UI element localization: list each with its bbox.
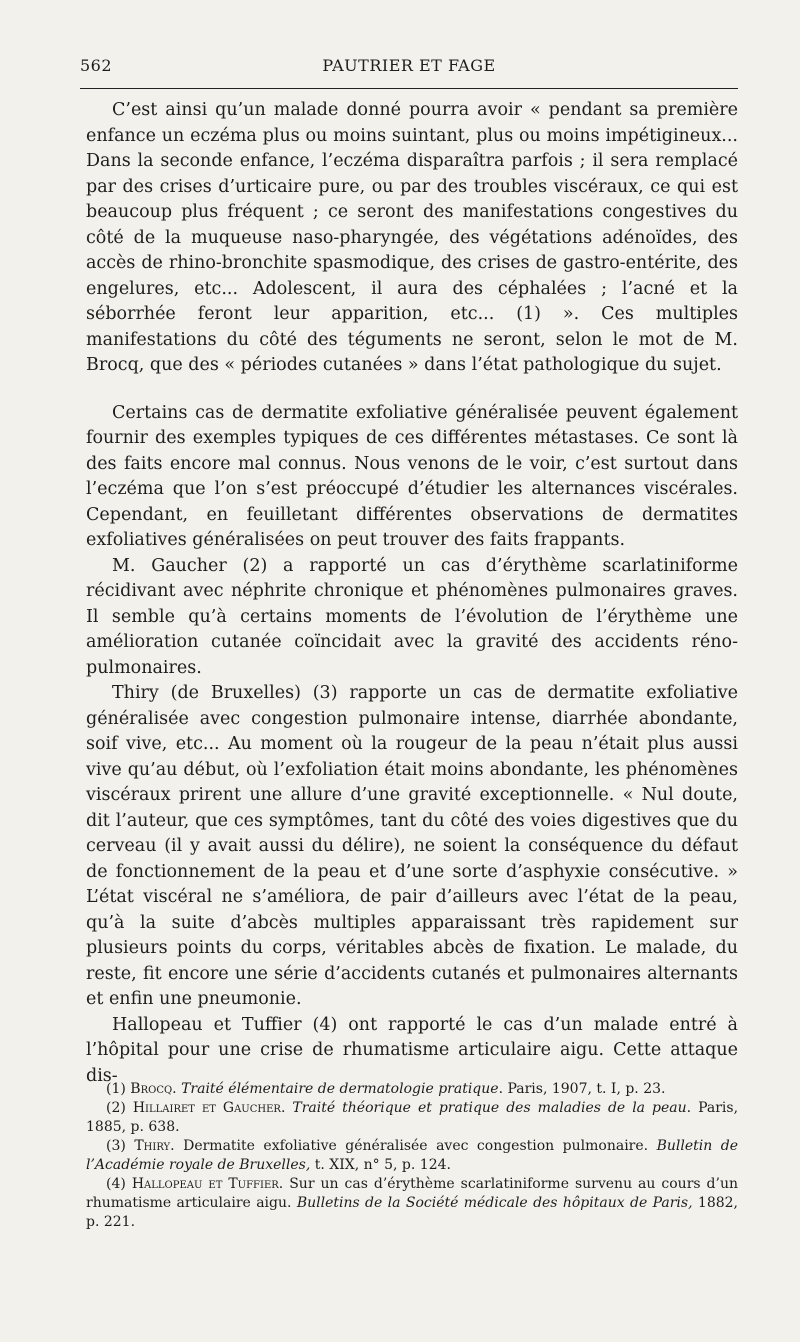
footnote-author: Thiry <box>134 1138 171 1154</box>
footnote: (1) Brocq. Traité élémentaire de dermatologie pratique. Paris, 1907, t. I, p. 23. <box>106 1081 666 1097</box>
page-number: 562 <box>80 56 113 75</box>
footnote-mark: (4) <box>106 1176 126 1192</box>
book-page <box>80 0 738 1342</box>
running-title: PAUTRIER ET FAGE <box>322 56 496 75</box>
paragraph: Certains cas de dermatite exfoliative généralisée peuvent également fournir des exemples typiques de ces différentes métastases. Ce sont là des faits encore mal connus. Nous venons de le voir, c’est surtout dans l’eczéma que l’on s’est préoccupé d’étudier les alternances viscérales. Cependant, en feuilletant différentes observations de dermatites exfoliatives généralisées on peut trouver des faits frappants. <box>86 402 738 550</box>
paragraph: M. Gaucher (2) a rapporté un cas d’érythème scarlatiniforme récidivant avec néphrite chronique et phénomènes pulmonaires graves. Il semble qu’à certains moments de l’évolution de l’érythème une amélioration cutanée coïncidait avec la gravité des accidents réno-pulmonaires. <box>86 555 738 678</box>
footnote-rest: 1882, p. 221. <box>86 1195 739 1230</box>
footnote-mark: (3) <box>106 1138 126 1154</box>
footnote-lead: Dermatite exfoliative généralisée avec congestion pulmonaire. <box>183 1138 649 1154</box>
footnote-lead: Sur un cas d’érythème scarlatiniforme survenu au cours d’un rhumatisme articulaire aigu. <box>86 1176 738 1211</box>
paragraph: Thiry (de Bruxelles) (3) rapporte un cas de dermatite exfoliative généralisée avec congestion pulmonaire intense, diarrhée abondante, soif vive, etc... Au moment où la rougeur de la peau n’était plus aussi vive qu’au début, où l’exfoliation était moins abondante, les phénomènes viscéraux prirent une allure d’une gravité exceptionnelle. « Nul doute, dit l’auteur, que ces symptômes, tant du côté des voies digestives que du cerveau (il y avait aussi du délire), ne soient la conséquence du défaut de fonctionnement de la peau et d’une sorte d’asphyxie consécutive. » L’état viscéral ne s’améliora, de pair d’ailleurs avec l’état de la peau, qu’à la suite d’abcès multiples apparaissant très rapidement sur plusieurs points du corps, véritables abcès de fixation. Le malade, du reste, fit encore une série d’accidents cutanés et pulmonaires alternants et enfin une pneumonie. <box>86 683 738 1009</box>
paragraph: C’est ainsi qu’un malade donné pourra avoir « pendant sa première enfance un eczéma plus ou moins suintant, plus ou moins impétigineux... Dans la seconde enfance, l’eczéma disparaîtra parfois ; il sera remplacé par des crises d’urticaire pure, ou par des troubles viscéraux, ce qui est beaucoup plus fréquent ; ce seront des manifestations congestives du côté de la muqueuse naso-pharyngée, des végétations adénoïdes, des accès de rhino-bronchite spasmodique, des crises de gastro-entérite, des engelures, etc... Adolescent, il aura des céphalées ; l’acné et la séborrhée feront leur apparition, etc... (1) ». Ces multiples manifestations du côté des téguments ne seront, selon le mot de M. Brocq, que des « périodes cutanées » dans l’état pathologique du sujet. <box>86 100 738 375</box>
footnotes <box>86 1080 738 1232</box>
footnote-rest: Paris, 1907, t. I, p. 23. <box>507 1081 666 1097</box>
footnote-author: Brocq <box>130 1081 173 1097</box>
footnote-title: Bulletins de la Société médicale des hôpitaux de Paris, <box>296 1195 693 1211</box>
running-head <box>80 56 738 80</box>
footnote-title: Traité élémentaire de dermatologie pratique <box>181 1081 499 1097</box>
footnote-rest: Paris, 1885, p. 638. <box>86 1100 739 1135</box>
footnote-rest: t. XIX, n° 5, p. 124. <box>314 1157 451 1173</box>
footnote-author: Hallopeau et Tuffier <box>131 1176 279 1192</box>
paragraph: Hallopeau et Tuffier (4) ont rapporté le cas d’un malade entré à l’hôpital pour une crise de rhumatisme articulaire aigu. Cette attaque dis- <box>86 1014 738 1086</box>
header-rule <box>80 88 738 89</box>
footnote-author: Hillairet et Gaucher <box>132 1100 281 1116</box>
main-text <box>86 98 738 1089</box>
footnote: (3) Thiry. Dermatite exfoliative généralisée avec congestion pulmonaire. Bulletin de l’Académie royale de Bruxelles, t. XIX, n° 5, p. 124. <box>86 1138 739 1173</box>
footnote: (4) Hallopeau et Tuffier. Sur un cas d’érythème scarlatiniforme survenu au cours d’un rhumatisme articulaire aigu. Bulletins de la Société médicale des hôpitaux de Paris, 1882, p. 221. <box>86 1176 739 1230</box>
footnote: (2) Hillairet et Gaucher. Traité théorique et pratique des maladies de la peau. Paris, 1885, p. 638. <box>86 1100 739 1135</box>
footnote-title: Traité théorique et pratique des maladies de la peau <box>292 1100 687 1116</box>
footnote-mark: (2) <box>106 1100 126 1116</box>
footnote-title: Bulletin de l’Académie royale de Bruxelles, <box>86 1138 739 1173</box>
footnote-mark: (1) <box>106 1081 126 1097</box>
